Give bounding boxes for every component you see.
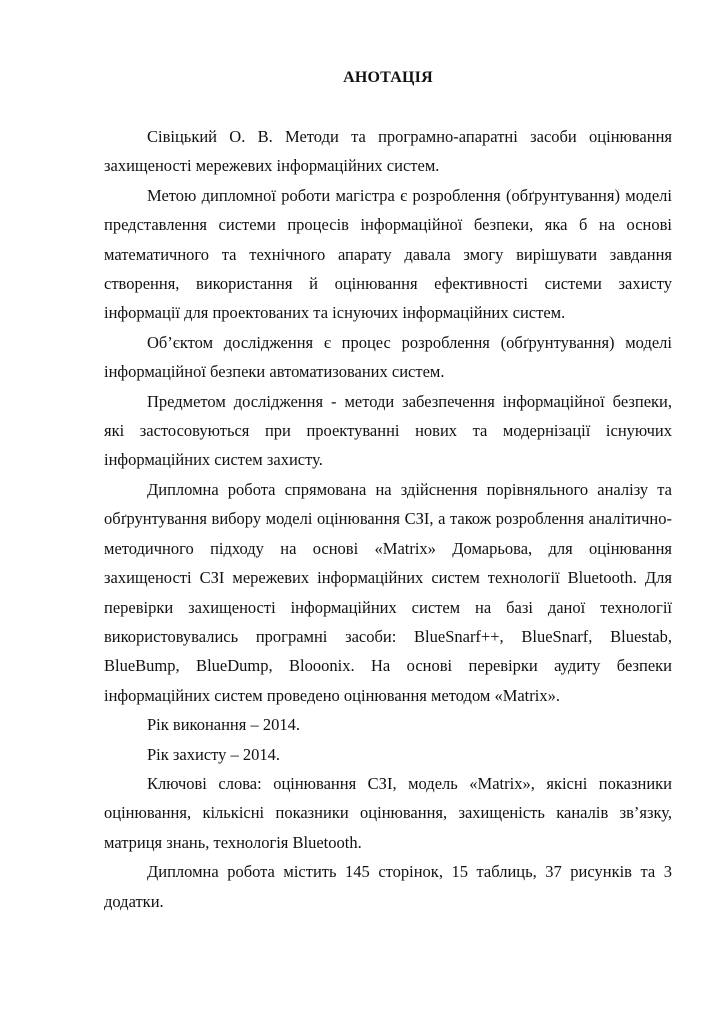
paragraph-keywords: Ключові слова: оцінювання СЗІ, модель «Matrix», якісні показники оцінювання, кількісні показники оцінювання, захищеність каналів зв’язку, матриця знань, технологія Bluetooth. xyxy=(104,773,672,852)
document-title: АНОТАЦІЯ xyxy=(343,69,433,86)
paragraph-subject: Предметом дослідження - методи забезпечення інформаційної безпеки, які застосовуються при проектуванні нових та модернізації існуючих інформаційних систем захисту. xyxy=(104,391,672,470)
document-body xyxy=(104,66,672,916)
paragraph-author: Сівіцький О. В. Методи та програмно-апаратні засоби оцінювання захищеності мережевих інформаційних систем. xyxy=(104,127,672,176)
paragraph-year-defended: Рік захисту – 2014. xyxy=(147,744,281,764)
paragraph-summary: Дипломна робота спрямована на здійснення порівняльного аналізу та обґрунтування вибору моделі оцінювання СЗІ, а також розроблення аналітично-методичного підходу на основі «Matrix» Домарьова, для оцінювання захищеності СЗІ мережевих інформаційних систем технології Bluetooth. Для перевірки захищеності інформаційних систем на базі даної технології використовувались програмні засоби: BlueSnarf++, BlueSnarf, Bluestab, BlueBump, BlueDump, Blooonix. На основі перевірки аудиту безпеки інформаційних систем проведено оцінювання методом «Matrix». xyxy=(104,479,672,705)
paragraph-object: Об’єктом дослідження є процес розроблення (обґрунтування) моделі інформаційної безпеки автоматизованих систем. xyxy=(104,332,672,382)
paragraph-goal: Метою дипломної роботи магістра є розроблення (обґрунтування) моделі представлення системи процесів інформаційної безпеки, яка б на основі математичного та технічного апарату давала змогу вирішувати завдання створення, використання й оцінювання ефективності системи захисту інформації для проектованих та існуючих інформаційних систем. xyxy=(104,185,672,323)
paragraph-year-completed: Рік виконання – 2014. xyxy=(147,715,300,735)
paragraph-volume: Дипломна робота містить 145 сторінок, 15 таблиць, 37 рисунків та 3 додатки. xyxy=(104,862,672,911)
